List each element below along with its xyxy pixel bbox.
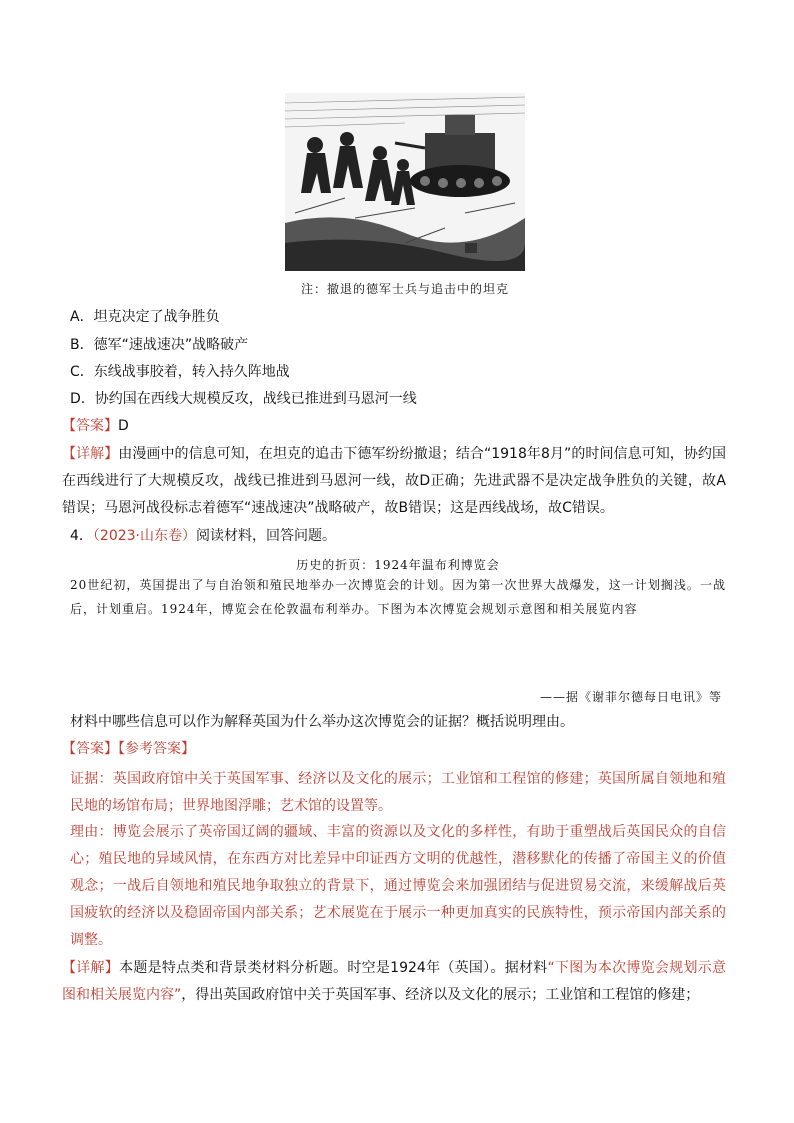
q4-number: 4．: [70, 528, 93, 544]
option-b: B．德军“速战速决”战略破产: [70, 337, 249, 353]
material-title: 历史的折页：1924年温布利博览会: [296, 558, 500, 572]
cartoon-illustration: [285, 93, 525, 271]
q4-detail-b: ，得出英国政府馆中关于英国军事、经济以及文化的展示；工业馆和工程馆的修建；: [181, 987, 700, 1003]
q4-detail-a: 本题是特点类和背景类材料分析题。时空是1924年（英国）。据材料: [119, 960, 548, 976]
option-d: D．协约国在西线大规模反攻，战线已推进到马恩河一线: [70, 391, 417, 407]
q4-answer-tag: 【答案】【参考答案】: [62, 741, 195, 757]
q4-detail-tag: 【详解】: [62, 960, 120, 976]
answer-tag: 【答案】: [62, 418, 118, 434]
option-c: C．东线战事胶着，转入持久阵地战: [70, 364, 290, 380]
tank-cartoon-image: [285, 93, 525, 271]
material-source: ——据《谢菲尔德每日电讯》等: [539, 690, 722, 704]
q4-detail: [62, 955, 726, 1009]
q4-evidence: 证据：英国政府馆中关于英国军事、经济以及文化的展示；工业馆和工程馆的修建；英国所属自领地和殖民地的场馆布局；世界地图浮雕；艺术馆的设置等。: [70, 771, 726, 814]
q4-reason: 理由：博览会展示了英帝国辽阔的疆域、丰富的资源以及文化的多样性，有助于重塑战后英国民众的自信心；殖民地的异域风情，在东西方对比差异中印证西方文明的优越性，潜移默化的传播了帝国主义的价值观念；一战后自领地和殖民地争取独立的背景下，通过博览会来加强团结与促进贸易交流，来缓解战后英国疲软的经济以及稳固帝国内部关系；艺术展览在于展示一种更加真实的民族特性，预示帝国内部关系的调整。: [70, 824, 726, 948]
material-body: 20世纪初，英国提出了与自治领和殖民地举办一次博览会的计划。因为第一次世界大战爆发，这一计划搁浅。一战后，计划重启。1924年，博览会在伦敦温布利举办。下图为本次博览会规划示意图和相关展览内容: [70, 578, 726, 616]
option-a: A．坦克决定了战争胜负: [70, 309, 220, 325]
detail-tag: 【详解】: [62, 446, 119, 462]
q4-source-tag: （2023·山东卷）: [92, 528, 197, 544]
q4-question: 材料中哪些信息可以作为解释英国为什么举办这次博览会的证据？概括说明理由。: [70, 714, 574, 730]
answer-value: D: [118, 418, 129, 434]
q3-answer: [62, 416, 129, 437]
q4-prompt: 阅读材料，回答问题。: [196, 528, 337, 544]
q3-detail: [62, 441, 726, 522]
q4-detail-quote: “下图为本次博览会规划示意图和相关展览内容”: [62, 960, 726, 1003]
detail-text: 由漫画中的信息可知，在坦克的追击下德军纷纷撤退；结合“1918年8月”的时间信息可知，协约国在西线进行了大规模反攻，战线已推进到马恩河一线，故D正确；先进武器不是决定战争胜负的关键，故A错误；马恩河战役标志着德军“速战速决”战略破产，故B错误；这是西线战场，故C错误。: [62, 446, 726, 516]
q4-header: [70, 526, 336, 547]
figure-caption: 注：撤退的德军士兵与追击中的坦克: [300, 282, 509, 296]
